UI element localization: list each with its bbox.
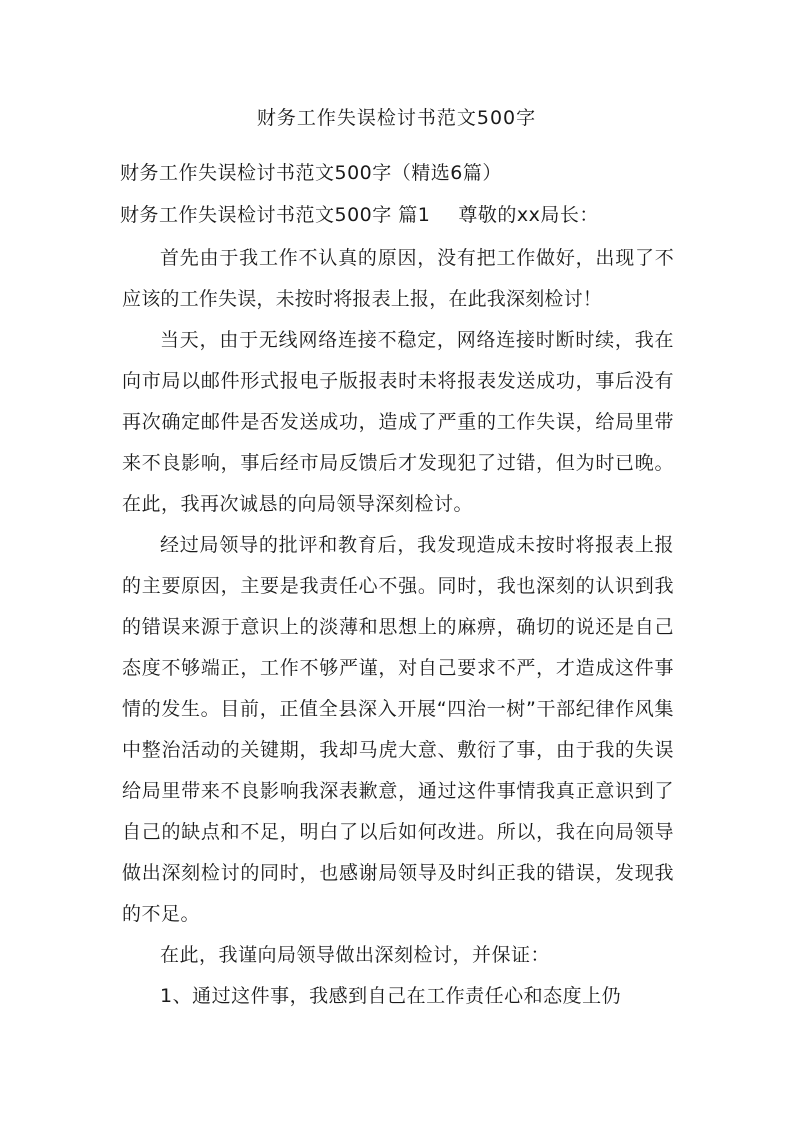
section-heading-line — [120, 195, 599, 235]
paragraph-3: 经过局领导的批评和教育后，我发现造成未按时将报表上报的主要原因，主要是我责任心不强。同时，我也深刻的认识到我的错误来源于意识上的淡薄和思想上的麻痹，确切的说还是自己态度不够端正，工作不够严谨，对自己要求不严，才造成这件事情的发生。目前，正值全县深入开展“四治一树”干部纪律作风集中整治活动的关键期，我却马虎大意、敷衍了事，由于我的失误给局里带来不良影响我深表歉意，通过这件事情我真正意识到了自己的缺点和不足，明白了以后如何改进。所以，我在向局领导做出深刻检讨的同时，也感谢局领导及时纠正我的错误，发现我的不足。 — [122, 534, 674, 925]
section-heading: 财务工作失误检讨书范文500字 篇1 — [120, 204, 431, 226]
document-title: 财务工作失误检讨书范文500字 — [256, 107, 537, 129]
paragraph-2: 当天，由于无线网络连接不稳定，网络连接时断时续，我在向市局以邮件形式报电子版报表时未将报表发送成功，事后没有再次确定邮件是否发送成功，造成了严重的工作失误，给局里带来不良影响，事后经市局反馈后才发现犯了过错，但为时已晚。在此，我再次诚恳的向局领导深刻检讨。 — [122, 329, 674, 515]
document-body — [122, 238, 674, 1017]
paragraph-4: 在此，我谨向局领导做出深刻检讨，并保证： — [160, 944, 551, 966]
salutation: 尊敬的xx局长： — [458, 204, 599, 226]
paragraph-5: 1、通过这件事，我感到自己在工作责任心和态度上仍 — [160, 985, 622, 1007]
paragraph-1: 首先由于我工作不认真的原因，没有把工作做好，出现了不应该的工作失误，未按时将报表上报，在此我深刻检讨！ — [122, 247, 674, 310]
document-subtitle: 财务工作失误检讨书范文500字（精选6篇） — [120, 162, 502, 184]
